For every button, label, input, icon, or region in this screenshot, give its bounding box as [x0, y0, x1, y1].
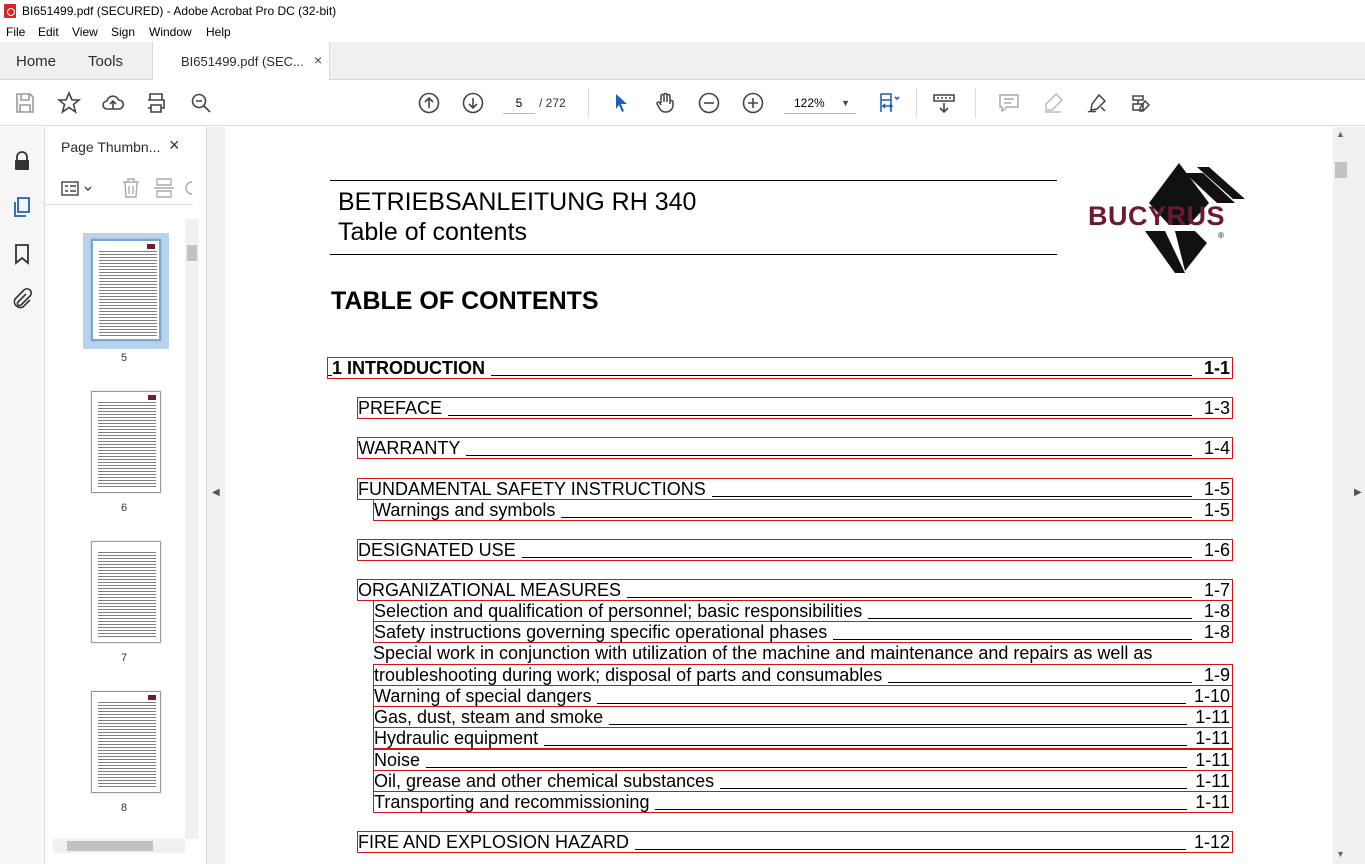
- toc-entry[interactable]: Safety instructions governing specific operational phases 1-8: [373, 621, 1233, 643]
- page-total: / 272: [539, 96, 566, 110]
- toc-entry[interactable]: troubleshooting during work; disposal of parts and consumables 1-9: [373, 664, 1233, 686]
- zoom-out-icon[interactable]: [696, 90, 722, 116]
- lock-icon[interactable]: [10, 149, 34, 173]
- scroll-down-icon[interactable]: ▼: [1336, 849, 1345, 859]
- scrollbar-thumb[interactable]: [67, 841, 153, 851]
- panel-toolbar: [45, 171, 193, 205]
- thumbnail-label: 7: [121, 652, 128, 664]
- chevron-left-icon: ◀: [212, 487, 220, 498]
- tab-bar: [0, 42, 1365, 80]
- scrollbar-thumb[interactable]: [1335, 162, 1347, 178]
- zoom-level-value: 122%: [794, 96, 825, 110]
- tab-document-label: BI651499.pdf (SEC...: [181, 54, 304, 69]
- scrollbar-thumb[interactable]: [187, 245, 197, 261]
- toc-entry[interactable]: Warning of special dangers 1-10: [373, 685, 1233, 707]
- highlight-pen-icon[interactable]: [1040, 90, 1066, 116]
- toc-entry[interactable]: 1 INTRODUCTION 1-1: [327, 357, 1233, 379]
- search-icon[interactable]: [188, 90, 214, 116]
- select-cursor-icon[interactable]: [608, 90, 634, 116]
- menu-help[interactable]: Help: [206, 25, 231, 39]
- menu-window[interactable]: Window: [149, 25, 192, 39]
- print-icon[interactable]: [143, 90, 169, 116]
- tab-tools[interactable]: Tools: [88, 53, 124, 70]
- zoom-level-select[interactable]: [784, 92, 856, 114]
- panel-close-icon[interactable]: ×: [169, 135, 180, 155]
- right-pane-handle[interactable]: [1349, 127, 1365, 864]
- fit-page-icon[interactable]: [876, 90, 902, 116]
- toc-entry[interactable]: FUNDAMENTAL SAFETY INSTRUCTIONS 1-5: [357, 478, 1233, 500]
- panel-vertical-scrollbar[interactable]: [185, 219, 199, 839]
- header-rule: [330, 254, 1057, 255]
- toc-entry[interactable]: Warnings and symbols 1-5: [373, 499, 1233, 521]
- tab-document[interactable]: [152, 42, 330, 80]
- menu-bar: [0, 22, 1365, 42]
- title-bar: [0, 0, 1365, 22]
- save-icon[interactable]: [12, 90, 38, 116]
- toolbar-divider: [588, 88, 589, 118]
- delete-page-icon[interactable]: [121, 177, 141, 199]
- attachment-paperclip-icon[interactable]: [10, 287, 34, 311]
- page-thumbnail-8[interactable]: [91, 691, 161, 793]
- menu-view[interactable]: View: [72, 25, 98, 39]
- page-thumbnails-icon[interactable]: [10, 195, 34, 219]
- extract-page-icon[interactable]: [153, 177, 175, 199]
- toc-entry-text: Special work in conjunction with utilization of the machine and maintenance and repairs as well as: [373, 643, 1153, 663]
- page-number-input[interactable]: 5: [503, 92, 535, 114]
- hand-tool-icon[interactable]: [652, 90, 678, 116]
- header-rule: [330, 180, 1057, 181]
- toc-entry[interactable]: Gas, dust, steam and smoke 1-11: [373, 706, 1233, 728]
- left-rail: [0, 127, 45, 864]
- main-toolbar: [0, 80, 1365, 126]
- thumbnail-label: 6: [121, 502, 128, 514]
- menu-file[interactable]: File: [6, 25, 26, 39]
- toolbar-divider: [916, 88, 917, 118]
- comment-icon[interactable]: [996, 90, 1022, 116]
- document-view[interactable]: [225, 127, 1333, 864]
- thumbnail-label: 8: [121, 802, 128, 814]
- bookmark-star-icon[interactable]: [56, 90, 82, 116]
- page-thumbnails-panel: [45, 127, 207, 864]
- registered-mark: ®: [1218, 231, 1224, 240]
- bucyrus-logo: [1085, 163, 1265, 273]
- panel-horizontal-scrollbar[interactable]: [53, 839, 185, 853]
- bookmark-icon[interactable]: [10, 242, 34, 266]
- tab-close-icon[interactable]: ×: [314, 52, 323, 68]
- toc-entry[interactable]: Oil, grease and other chemical substances 1-11: [373, 770, 1233, 792]
- page-thumbnail-5[interactable]: [91, 239, 161, 341]
- toc-entry[interactable]: Transporting and recommissioning 1-11: [373, 791, 1233, 813]
- toc-entry[interactable]: WARRANTY 1-4: [357, 437, 1233, 459]
- toc-entry[interactable]: ORGANIZATIONAL MEASURES 1-7: [357, 579, 1233, 601]
- menu-edit[interactable]: Edit: [38, 25, 59, 39]
- page-thumbnail-6[interactable]: [91, 391, 161, 493]
- toc-heading: TABLE OF CONTENTS: [331, 287, 599, 315]
- upload-cloud-icon[interactable]: [100, 90, 126, 116]
- chevron-down-icon: ▼: [841, 98, 850, 108]
- toc-entry[interactable]: Hydraulic equipment 1-11: [373, 727, 1233, 749]
- document-vertical-scrollbar[interactable]: [1333, 127, 1349, 864]
- zoom-in-icon[interactable]: [740, 90, 766, 116]
- toc-entry[interactable]: PREFACE 1-3: [357, 397, 1233, 419]
- next-page-icon[interactable]: [460, 90, 486, 116]
- tab-home[interactable]: Home: [16, 53, 57, 70]
- scroll-mode-icon[interactable]: [931, 90, 957, 116]
- logo-text: BUCYRUS: [1088, 201, 1226, 231]
- document-header-subtitle: Table of contents: [338, 218, 528, 246]
- scroll-up-icon[interactable]: ▲: [1336, 129, 1345, 139]
- toolbar-divider: [975, 88, 976, 118]
- rotate-page-icon[interactable]: [185, 177, 193, 199]
- thumbnail-list: [45, 219, 185, 839]
- toc-entry[interactable]: Selection and qualification of personnel; basic responsibilities 1-8: [373, 600, 1233, 622]
- menu-sign[interactable]: Sign: [111, 25, 136, 39]
- toc-entry[interactable]: FIRE AND EXPLOSION HAZARD 1-12: [357, 831, 1233, 853]
- previous-page-icon[interactable]: [416, 90, 442, 116]
- document-header-title: BETRIEBSANLEITUNG RH 340: [338, 188, 697, 216]
- toc-entry[interactable]: DESIGNATED USE 1-6: [357, 539, 1233, 561]
- chevron-right-icon: ▶: [1354, 487, 1362, 498]
- page-thumbnail-7[interactable]: [91, 541, 161, 643]
- collapse-panel-handle[interactable]: [207, 127, 225, 864]
- sign-pen-icon[interactable]: [1084, 90, 1110, 116]
- window-title: BI651499.pdf (SECURED) - Adobe Acrobat Pro DC (32-bit): [22, 4, 337, 18]
- toc-entry[interactable]: Noise 1-11: [373, 749, 1233, 771]
- edit-stamp-icon[interactable]: [1128, 90, 1154, 116]
- thumbnail-label: 5: [121, 352, 128, 364]
- panel-title: Page Thumbn...: [61, 139, 161, 155]
- pdf-app-icon: [4, 4, 16, 18]
- thumbnail-options-icon[interactable]: [61, 179, 93, 199]
